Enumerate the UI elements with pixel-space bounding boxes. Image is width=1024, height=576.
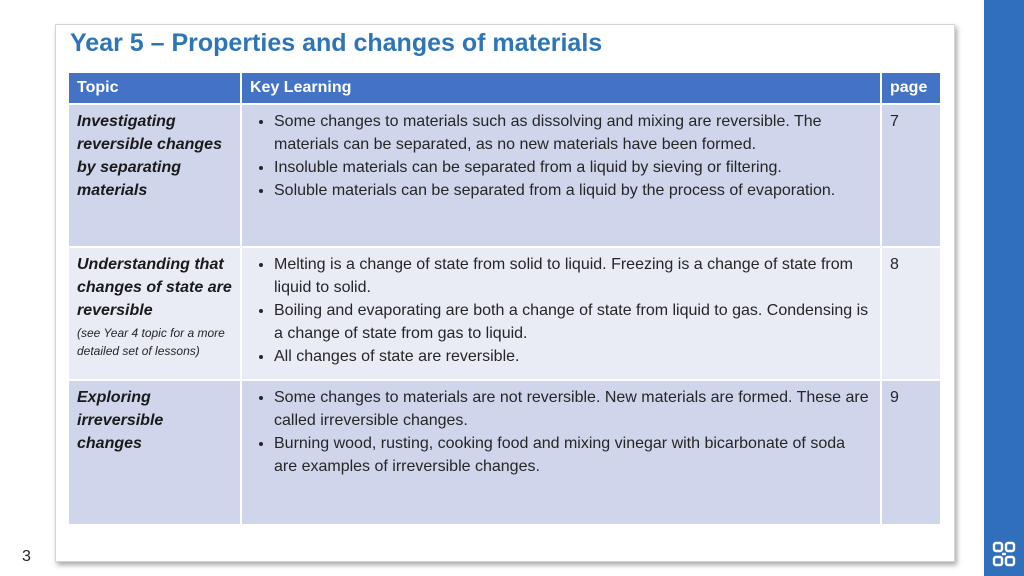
page-number-link[interactable]: 7 — [890, 113, 899, 130]
topic-title: Investigating reversible changes by separating materials — [77, 113, 222, 199]
header-key-learning: Key Learning — [241, 73, 881, 104]
topic-cell — [69, 104, 241, 247]
table-row — [69, 104, 940, 247]
list-item: • Burning wood, rusting, cooking food and mixing vinegar with bicarbonate of soda are examples of irreversible changes. — [274, 432, 872, 478]
page-cell — [881, 380, 940, 524]
slide-card — [55, 24, 955, 562]
table-row — [69, 380, 940, 524]
table-header-row — [69, 73, 940, 104]
page-cell — [881, 104, 940, 247]
school-logo-icon — [992, 541, 1016, 567]
header-topic: Topic — [69, 73, 241, 104]
materials-table — [69, 73, 940, 524]
list-item: • Boiling and evaporating are both a change of state from liquid to gas. Condensing is a change of state from gas to liquid. — [274, 299, 872, 345]
key-learning-cell — [241, 380, 881, 524]
page-number-link[interactable]: 9 — [890, 389, 899, 406]
topic-cell — [69, 247, 241, 380]
list-item: • Soluble materials can be separated from a liquid by the process of evaporation. — [274, 179, 872, 202]
key-learning-list — [250, 253, 872, 368]
list-item: • Some changes to materials such as dissolving and mixing are reversible. The materials can be separated, as no new materials have been formed. — [274, 110, 872, 156]
page-number-link[interactable]: 8 — [890, 256, 899, 273]
table-row — [69, 247, 940, 380]
page-title: Year 5 – Properties and changes of materials — [70, 29, 603, 57]
brand-side-bar — [984, 0, 1024, 576]
header-page: page — [881, 73, 940, 104]
page-cell — [881, 247, 940, 380]
key-learning-cell — [241, 104, 881, 247]
topic-title: Exploring irreversible changes — [77, 389, 164, 452]
key-learning-cell — [241, 247, 881, 380]
list-item: • Melting is a change of state from solid to liquid. Freezing is a change of state from liquid to solid. — [274, 253, 872, 299]
slide-number: 3 — [22, 548, 31, 565]
topic-cell — [69, 380, 241, 524]
topic-title: Understanding that changes of state are reversible — [77, 256, 232, 319]
list-item: • Insoluble materials can be separated from a liquid by sieving or filtering. — [274, 156, 872, 179]
key-learning-list — [250, 110, 872, 202]
key-learning-list — [250, 386, 872, 478]
topic-note: (see Year 4 topic for a more detailed set of lessons) — [77, 326, 225, 358]
list-item: • All changes of state are reversible. — [274, 345, 872, 368]
list-item: • Some changes to materials are not reversible. New materials are formed. These are called irreversible changes. — [274, 386, 872, 432]
